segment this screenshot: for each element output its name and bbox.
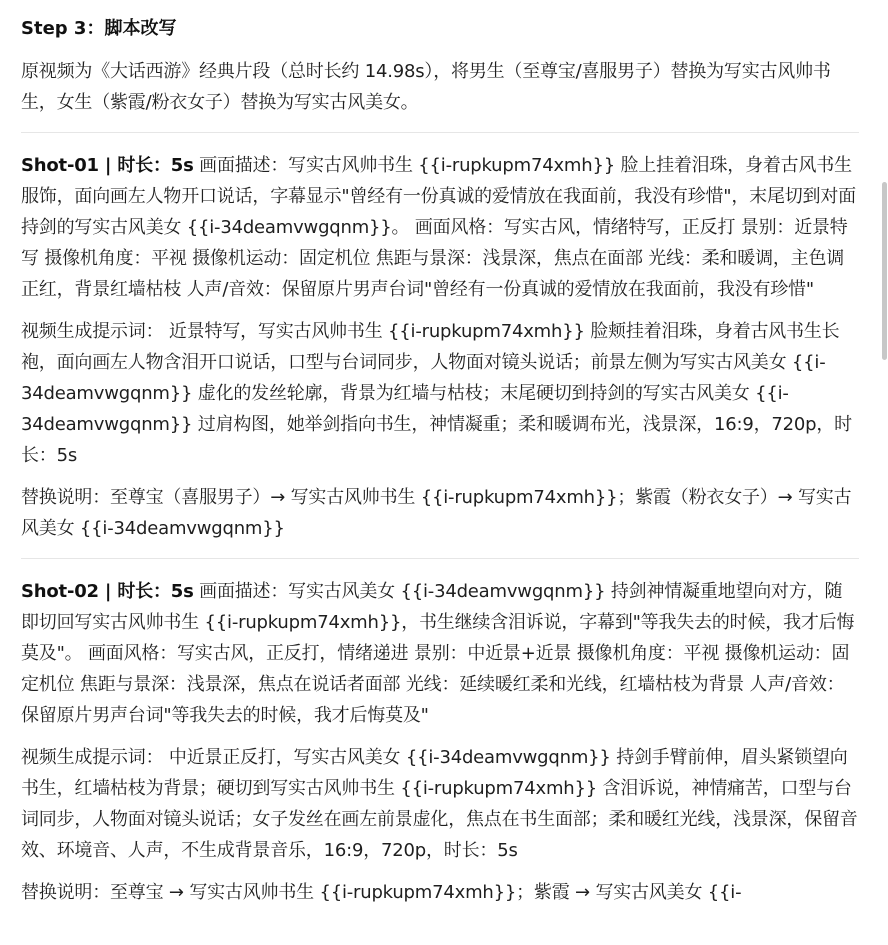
shot-01-description-paragraph: [21, 150, 859, 305]
step-intro: 原视频为《大话西游》经典片段（总时长约 14.98s），将男生（至尊宝/喜服男子）替换为写实古风帅书生，女生（紫霞/粉衣女子）替换为写实古风美女。: [21, 61, 831, 113]
shot-02-prompt: 视频生成提示词： 中近景正反打，写实古风美女 {{i-34deamvwgqnm}} 持剑手臂前伸，眉头紧锁望向书生，红墙枯枝为背景；硬切到写实古风帅书生 {{i-rupkupm74xmh}} 含泪诉说，神情痛苦，口型与台词同步，人物面对镜头说话；女子发丝在画左前景虚化，焦点在书生面部；柔和暖红光线，浅景深，保留音效、环境音、人声，不生成背景音乐，16:9，720p，时长：5s: [21, 747, 858, 861]
shot-02-replacement: 替换说明：至尊宝 → 写实古风帅书生 {{i-rupkupm74xmh}}；紫霞 → 写实古风美女 {{i-: [21, 882, 742, 903]
document-content: [21, 0, 859, 908]
shot-01-section: [21, 150, 859, 544]
shot-02-section: [21, 576, 859, 908]
shot-02-description-paragraph: [21, 576, 859, 731]
divider: [21, 558, 859, 559]
divider: [21, 132, 859, 133]
shot-02-description: 画面描述：写实古风美女 {{i-34deamvwgqnm}} 持剑神情凝重地望向对方，随即切回写实古风帅书生 {{i-rupkupm74xmh}}，书生继续含泪诉说，字幕到"等我失去的时候，我才后悔莫及"。 画面风格：写实古风，正反打，情绪递进 景别：中近景+近景 摄像机角度：平视 摄像机运动：固定机位 焦距与景深：浅景深，焦点在说话者面部 光线：延续暖红柔和光线，红墙枯枝为背景 人声/音效：保留原片男声台词"等我失去的时候，我才后悔莫及": [21, 581, 855, 726]
scrollbar-thumb[interactable]: [882, 182, 887, 360]
shot-01-prompt: 视频生成提示词： 近景特写，写实古风帅书生 {{i-rupkupm74xmh}} 脸颊挂着泪珠，身着古风书生长袍，面向画左人物含泪开口说话，口型与台词同步，人物面对镜头说话；前景左侧为写实古风美女 {{i-34deamvwgqnm}} 虚化的发丝轮廓，背景为红墙与枯枝；末尾硬切到持剑的写实古风美女 {{i-34deamvwgqnm}} 过肩构图，她举剑指向书生，神情凝重；柔和暖调布光，浅景深，16:9，720p，时长：5s: [21, 321, 852, 466]
shot-01-replacement: 替换说明：至尊宝（喜服男子）→ 写实古风帅书生 {{i-rupkupm74xmh}}；紫霞（粉衣女子）→ 写实古风美女 {{i-34deamvwgqnm}}: [21, 487, 852, 539]
shot-02-title: Shot-02 | 时长：5s: [21, 581, 194, 602]
shot-01-description: 画面描述：写实古风帅书生 {{i-rupkupm74xmh}} 脸上挂着泪珠，身着古风书生服饰，面向画左人物开口说话，字幕显示"曾经有一份真诚的爱情放在我面前，我没有珍惜"，末尾切到对面持剑的写实古风美女 {{i-34deamvwgqnm}}。 画面风格：写实古风，情绪特写，正反打 景别：近景特写 摄像机角度：平视 摄像机运动：固定机位 焦距与景深：浅景深，焦点在面部 光线：柔和暖调，主色调正红，背景红墙枯枝 人声/音效：保留原片男声台词"曾经有一份真诚的爱情放在我面前，我没有珍惜": [21, 155, 856, 300]
step-title: Step 3：脚本改写: [21, 18, 177, 39]
shot-01-title: Shot-01 | 时长：5s: [21, 155, 194, 176]
scrollbar[interactable]: [880, 0, 888, 945]
